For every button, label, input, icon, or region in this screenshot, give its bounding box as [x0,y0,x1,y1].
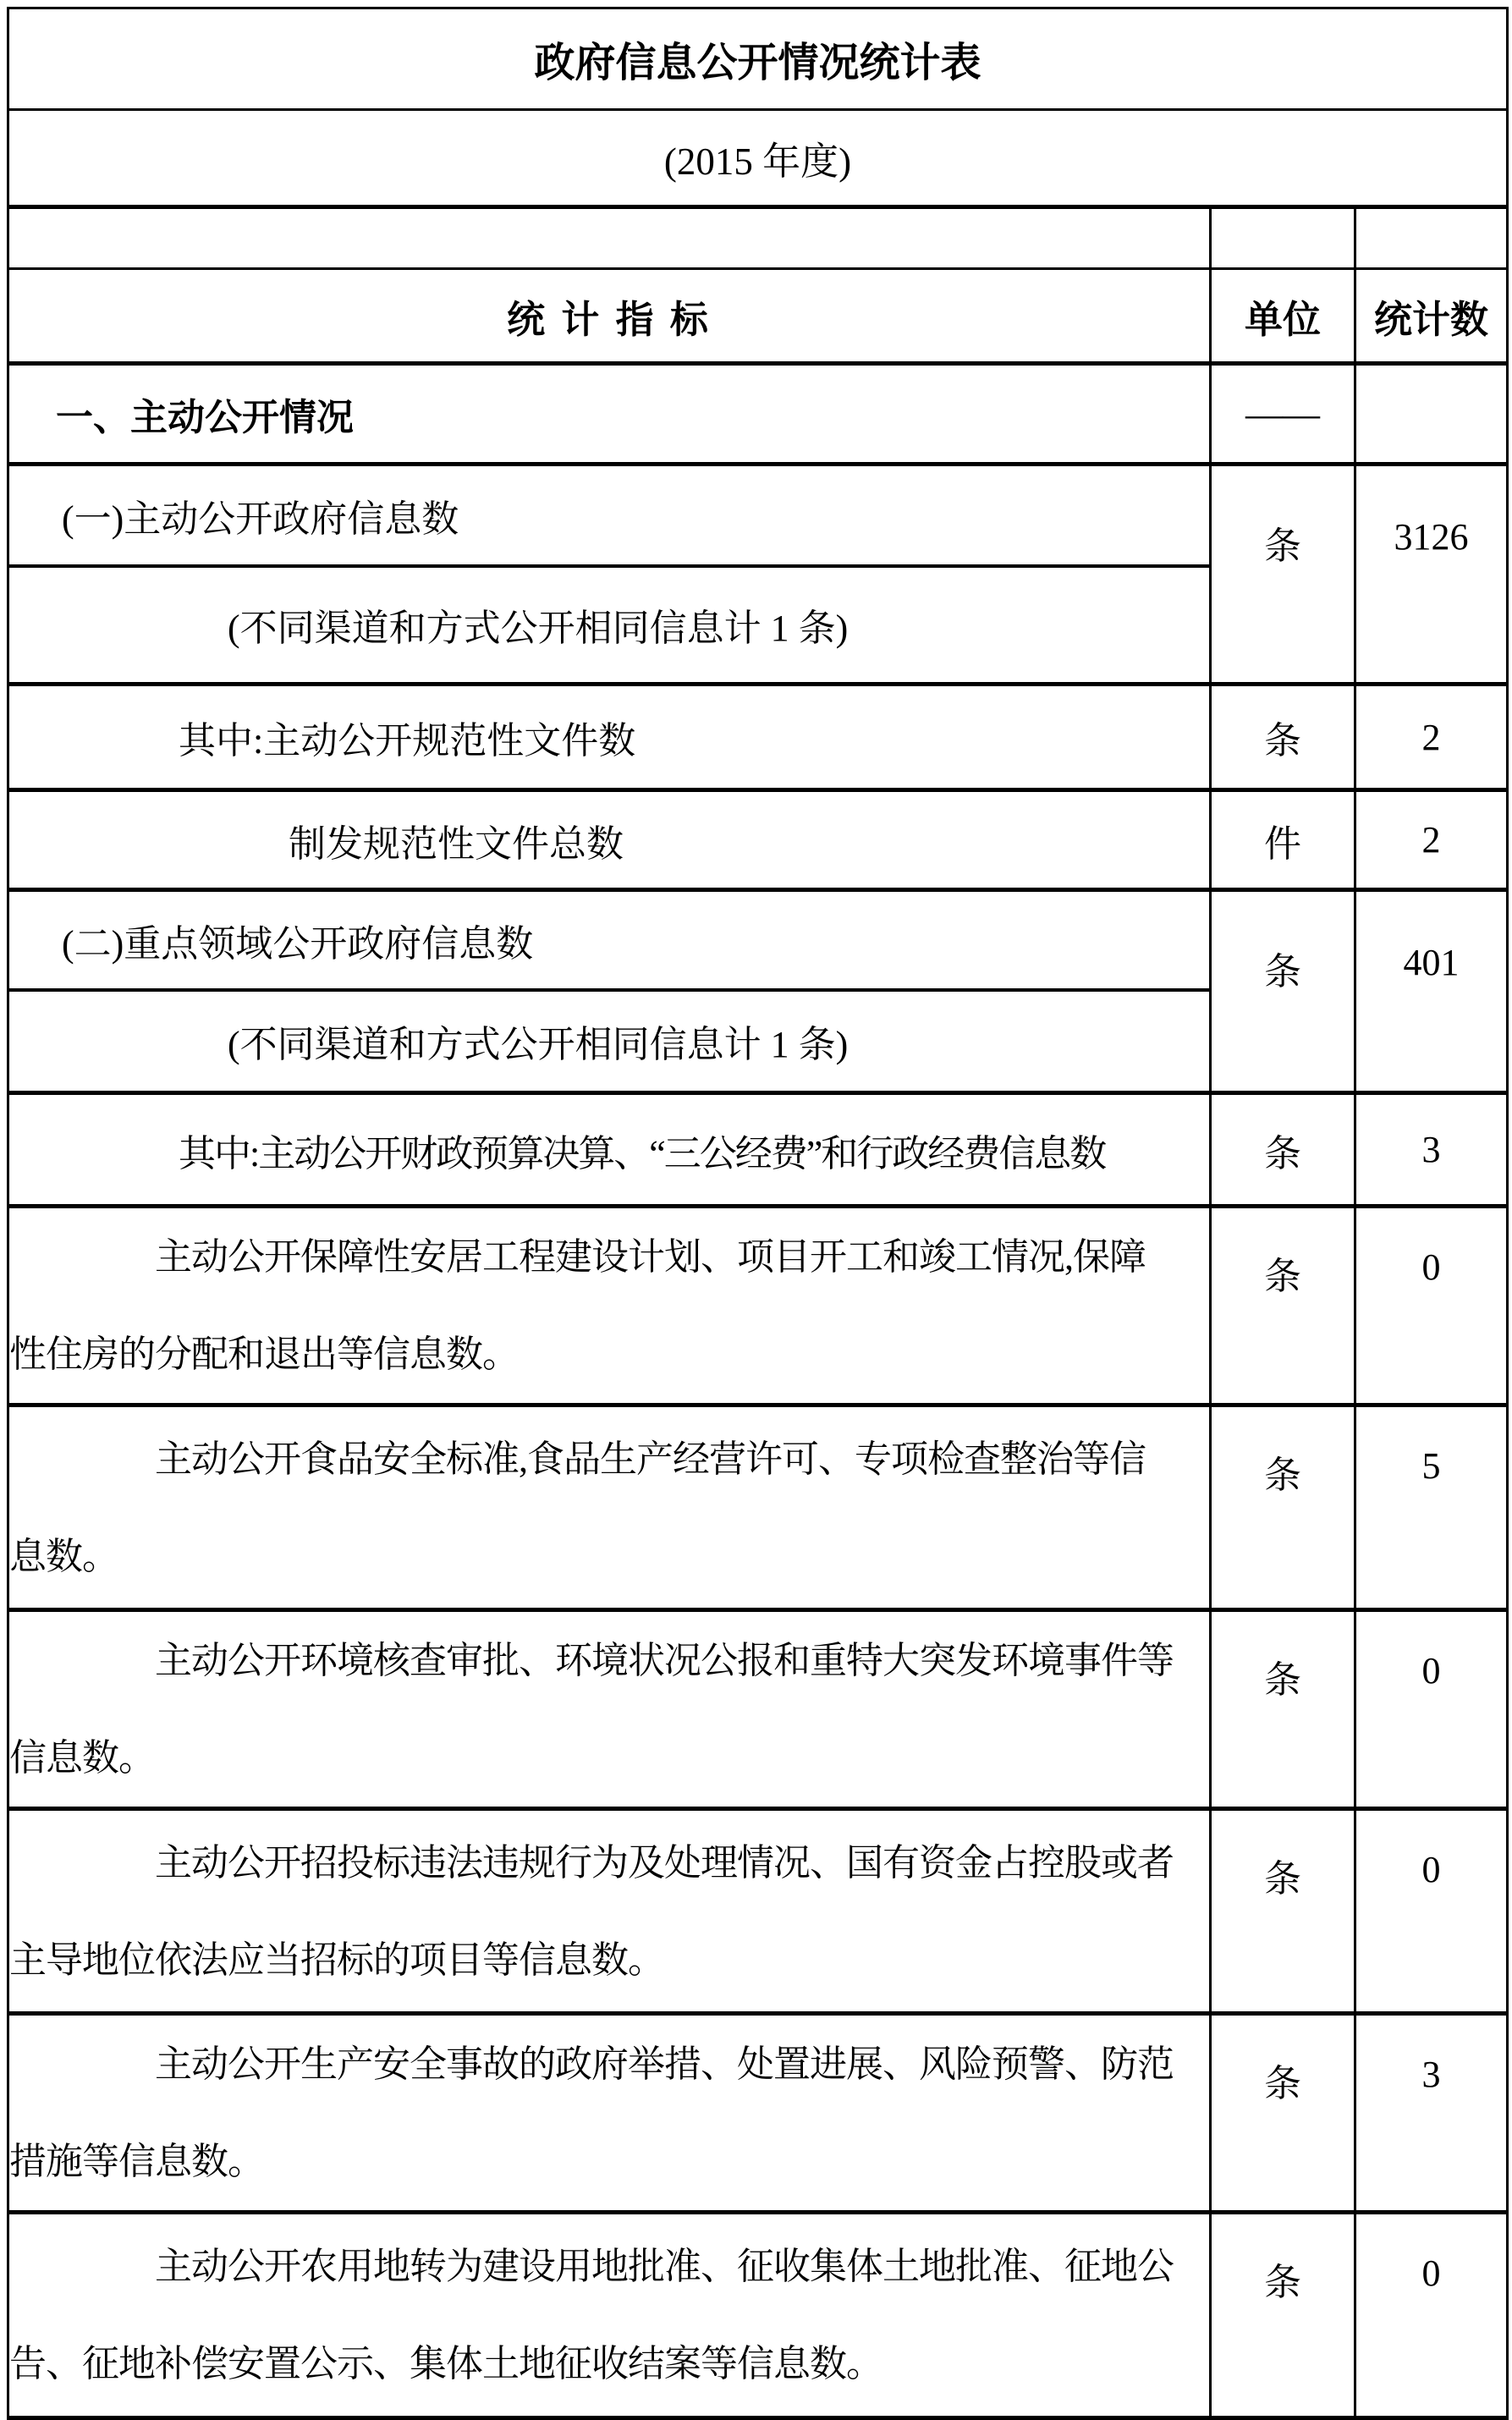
header-unit: 单位 [1211,269,1355,364]
empty-cell [1211,207,1355,269]
row-value: 2 [1355,790,1508,890]
row-label-line2: 息数。 [9,1535,118,1577]
title-row [8,8,1508,110]
row-value [1355,364,1508,465]
row-label [8,1610,1211,1809]
empty-cell [8,207,1211,269]
table-row [8,1610,1508,1809]
row-unit: 条 [1211,465,1355,685]
row-label: 其中:主动公开规范性文件数 [8,685,1211,790]
header-indicator: 统 计 指 标 [8,269,1211,364]
header-row [8,269,1508,364]
row-label-line1: 主动公开保障性安居工程建设计划、项目开工和竣工情况,保障 [155,1236,1146,1278]
row-label [8,2014,1211,2213]
table-row [8,1405,1508,1610]
row-label [8,2213,1211,2418]
table-title: 政府信息公开情况统计表 [8,8,1508,110]
table-row [8,790,1508,890]
row-label: 其中:主动公开财政预算决算、“三公经费”和行政经费信息数 [8,1093,1211,1207]
row-unit: 条 [1211,1207,1355,1405]
table-row [8,1809,1508,2014]
row-unit: —— [1211,364,1355,465]
row-unit: 条 [1211,1809,1355,2014]
row-value: 0 [1355,1610,1508,1809]
row-unit: 件 [1211,790,1355,890]
row-label-line1: 主动公开生产安全事故的政府举措、处置进展、风险预警、防范 [155,2043,1174,2085]
row-value: 0 [1355,2213,1508,2418]
table-row [8,1207,1508,1405]
row-label-line2: 信息数。 [9,1737,155,1779]
row-label: 制发规范性文件总数 [8,790,1211,890]
row-label: 一、主动公开情况 [8,364,1211,465]
row-label-line1: 主动公开招投标违法违规行为及处理情况、国有资金占控股或者 [155,1841,1174,1884]
row-label-line1: 主动公开环境核查审批、环境状况公报和重特大突发环境事件等 [155,1640,1174,1681]
empty-cell [1355,207,1508,269]
row-label-line1: 主动公开农用地转为建设用地批准、征收集体土地批准、征地公 [155,2246,1174,2287]
row-unit: 条 [1211,890,1355,1093]
table-row [8,2014,1508,2213]
row-value: 401 [1355,890,1508,1093]
row-unit: 条 [1211,1405,1355,1610]
row-unit: 条 [1211,685,1355,790]
row-label: (不同渠道和方式公开相同信息计 1 条) [8,990,1211,1093]
row-unit: 条 [1211,2014,1355,2213]
table-row [8,364,1508,465]
row-value: 3 [1355,1093,1508,1207]
header-count: 统计数 [1355,269,1508,364]
row-value: 3 [1355,2014,1508,2213]
row-value: 5 [1355,1405,1508,1610]
empty-row [8,207,1508,269]
row-label [8,1809,1211,2014]
row-label: (不同渠道和方式公开相同信息计 1 条) [8,566,1211,685]
table-row [8,1093,1508,1207]
row-unit: 条 [1211,1610,1355,1809]
row-value: 0 [1355,1207,1508,1405]
row-label-line2: 主导地位依法应当招标的项目等信息数。 [9,1939,664,1981]
row-label: (一)主动公开政府信息数 [8,465,1211,566]
table-row [8,2213,1508,2418]
table-row [8,890,1508,990]
row-value: 3126 [1355,465,1508,685]
table-subtitle: (2015 年度) [8,110,1508,207]
subtitle-row [8,110,1508,207]
row-label [8,1405,1211,1610]
row-label [8,1207,1211,1405]
row-label-line2: 性住房的分配和退出等信息数。 [9,1334,519,1375]
row-value: 0 [1355,1809,1508,2014]
row-label-line2: 告、征地补偿安置公示、集体土地征收结案等信息数。 [9,2343,882,2384]
table-row [8,685,1508,790]
row-unit: 条 [1211,2213,1355,2418]
row-value: 2 [1355,685,1508,790]
row-label-line2: 措施等信息数。 [9,2141,264,2182]
statistics-table [7,7,1509,2420]
table-row [8,465,1508,566]
row-label-line1: 主动公开食品安全标准,食品生产经营许可、专项检查整治等信 [155,1438,1146,1480]
row-label: (二)重点领域公开政府信息数 [8,890,1211,990]
row-unit: 条 [1211,1093,1355,1207]
